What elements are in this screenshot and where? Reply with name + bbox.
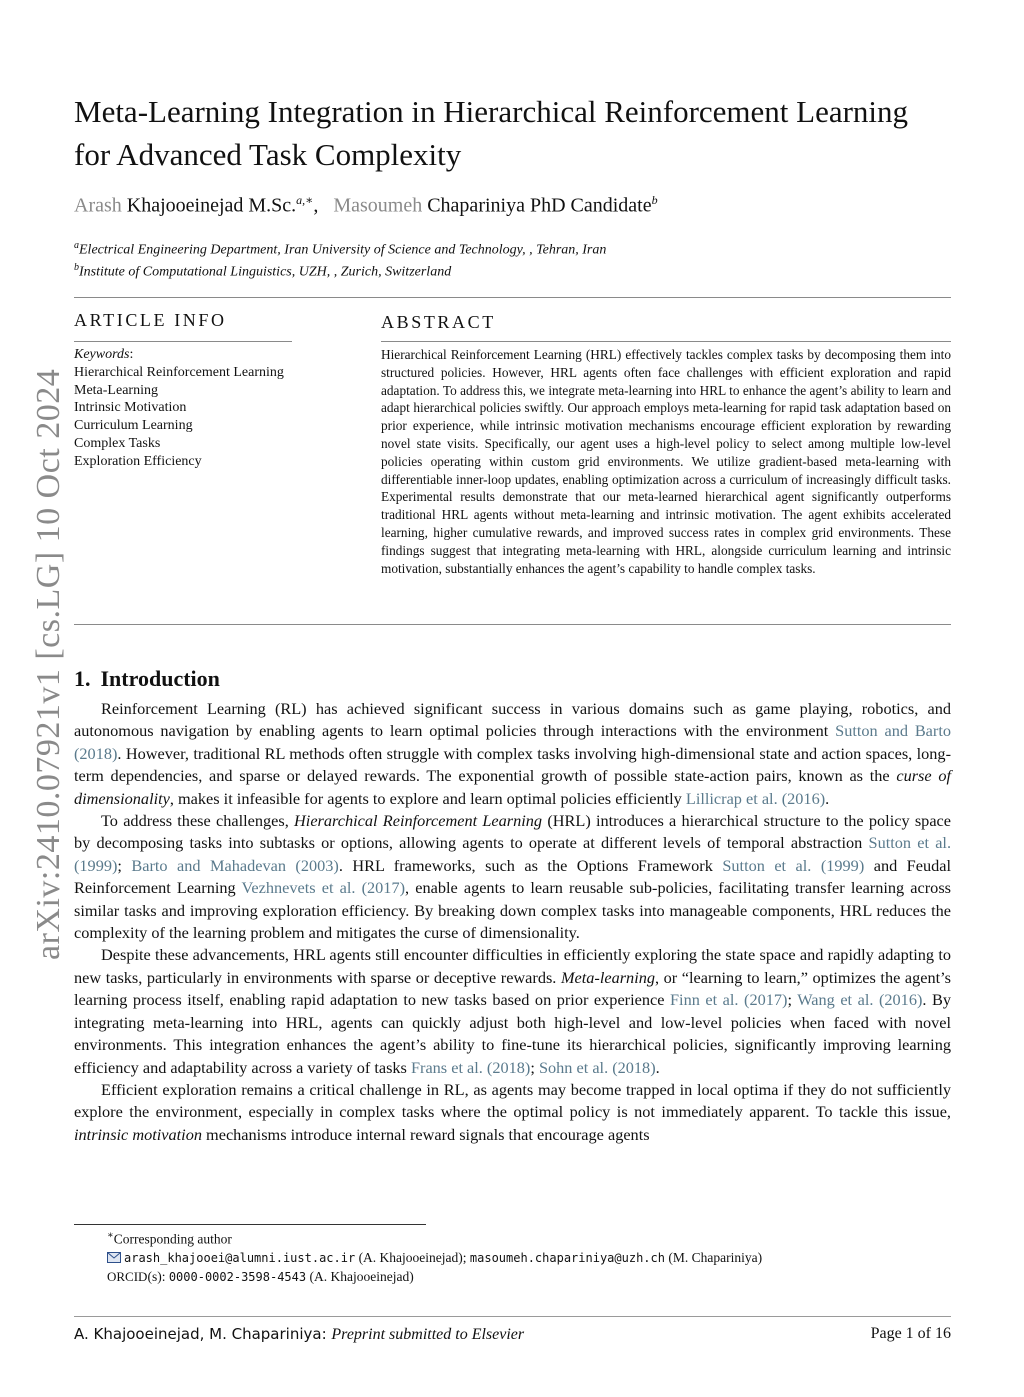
running-footer [74, 1325, 524, 1344]
author2-first-name[interactable]: Masoumeh [333, 194, 423, 217]
author1-name: Khajooeinejad M.Sc. [126, 194, 297, 217]
citation-link[interactable]: Wang et al. (2016) [797, 990, 923, 1010]
page-number: Page 1 of 16 [870, 1325, 951, 1342]
footnote-corresponding [107, 1230, 232, 1248]
title-line-1: Meta-Learning Integration in Hierarchical Reinforcement Learning [74, 94, 909, 129]
citation-link[interactable]: Lillicrap et al. (2016) [685, 788, 826, 808]
title-line-2: for Advanced Task Complexity [74, 137, 462, 172]
citation-separator: ; [787, 990, 798, 1010]
orcid-owner: (A. Khajooeinejad) [306, 1269, 414, 1284]
keyword-item: Meta-Learning [74, 382, 158, 398]
citation-link[interactable]: Vezhnevets et al. (2017) [241, 878, 406, 898]
citation-link[interactable]: Sutton et al. (1999) [722, 855, 865, 875]
paragraph-text: Despite these advancements, HRL agents still encounter difficulties in efficiently exploring the state space and rapidly adapting to new tasks, particularly in environments with sparse or deceptive rewards. [74, 945, 951, 987]
section-number: 1. [74, 666, 91, 691]
affiliation-a-mark: a [74, 240, 79, 251]
citation-link[interactable]: Sutton and Barto (2018) [74, 721, 951, 763]
email-owner: (A. Khajooeinejad); [355, 1250, 470, 1265]
keywords-label: Keywords [74, 347, 130, 362]
keyword-item: Complex Tasks [74, 435, 161, 451]
footer-divider [74, 1316, 951, 1317]
abstract-text: Hierarchical Reinforcement Learning (HRL) effectively tackles complex tasks by decomposing them into structured policies. However, HRL agents often face challenges with efficient exploration and rapid adaptation. To address this, we integrate meta-learning into HRL to enhance the agent’s ability to learn and adapt hierarchical policies swiftly. Our approach employs meta-learning for rapid task adaptation based on prior experience, while intrinsic motivation mechanisms encourage efficient exploration by rewarding novel state visits. Specifically, our agent uses a high-level policy to select among multiple low-level policies operating within custom grid environments. We utilize gradient-based meta-learning with differentiable inner-loop updates, enabling optimization across a curriculum of increasingly difficult tasks. Experimental results demonstrate that our meta-learned hierarchical agent significantly outperforms traditional HRL agents without meta-learning and intrinsic motivation. The agent exhibits accelerated learning, higher cumulative rewards, and improved success rates in complex grid environments. These findings suggest that integrating meta-learning with HRL, alongside curriculum learning and intrinsic motivation, substantially enhances the agent’s capability to handle complex tasks. [381, 347, 951, 576]
paper-title [74, 90, 974, 176]
introduction-body [74, 698, 951, 1146]
citation-link[interactable]: Sohn et al. (2018) [538, 1057, 656, 1077]
emphasis-term: intrinsic motivation [74, 1124, 202, 1144]
affiliation-b-text: Institute of Computational Linguistics, UZH, , Zurich, Switzerland [79, 264, 452, 280]
author2-name: Chapariniya PhD Candidate [427, 194, 652, 217]
abstract-divider [381, 341, 951, 342]
email-link[interactable]: arash_khajooei@alumni.iust.ac.ir [124, 1251, 356, 1265]
footer-authors: A. Khajooeinejad, M. Chapariniya: [74, 1325, 332, 1343]
email-link[interactable]: masoumeh.chapariniya@uzh.ch [469, 1251, 665, 1265]
orcid-label: ORCID [107, 1269, 148, 1284]
paragraph-text: Reinforcement Learning (RL) has achieved significant success in various domains such as game playing, robotics, and autonomous navigation by enabling agents to learn optimal policies through interactions with the environment [74, 699, 951, 741]
intro-paragraph-1 [74, 698, 951, 810]
intro-paragraph-3 [74, 944, 951, 1078]
paragraph-text: Efficient exploration remains a critical challenge in RL, as agents may become trapped in local optima if they do not sufficiently explore the environment, especially in complex tasks where the optimal policy is not immediately apparent. To tackle this issue, [74, 1079, 951, 1122]
intro-paragraph-4 [74, 1079, 951, 1146]
author-list: Arash Khajooeinejad M.Sc.$^{a,∗}$, Masoumeh Chapariniya PhD Candidate$^b$ [74, 193, 658, 217]
emphasis-term: curse of dimensionality [74, 766, 951, 808]
header-divider [74, 297, 951, 298]
email-owner: (M. Chapariniya) [664, 1250, 763, 1265]
affiliation-b-mark: b [74, 262, 79, 273]
affiliation-a [74, 240, 606, 259]
keywords-block: Keywords: Hierarchical Reinforcement Learning Meta-Learning Intrinsic Motivation Curriculum Learning Complex Tasks Exploration Efficiency [74, 346, 294, 471]
footer-journal: Preprint submitted to Elsevier [331, 1326, 525, 1343]
footnote-mark: ∗ [107, 1230, 114, 1241]
paragraph-text: To address these challenges, [101, 811, 295, 831]
paragraph-text: . [825, 788, 830, 808]
emphasis-term: Meta-learning [560, 967, 655, 987]
paragraph-text: , makes it infeasible for agents to explore and learn optimal policies efficiently [169, 788, 686, 808]
article-info-divider [74, 341, 292, 342]
citation-link[interactable]: Barto and Mahadevan (2003) [131, 855, 339, 875]
intro-paragraph-2 [74, 810, 951, 944]
author2-affiliation-mark[interactable]: b [651, 193, 658, 207]
paragraph-text: . HRL frameworks, such as the Options Framework [338, 855, 723, 875]
author1-affiliation-mark[interactable]: a,∗ [296, 193, 314, 207]
citation-link[interactable]: Frans et al. (2018) [410, 1057, 531, 1077]
paragraph-text: , enable agents to learn reusable sub-policies, facilitating transfer learning across similar tasks and improving exploration efficiency. By breaking down complex tasks into manageable components, HRL reduces the complexity of the learning problem and mitigates the curse of dimensionality. [74, 878, 951, 943]
paragraph-text: . However, traditional RL methods often struggle with complex tasks involving high-dimensional state and action spaces, long-term dependencies, and sparse or delayed rewards. The exponential growth of possible state-action pairs, known as the [74, 743, 951, 786]
affiliation-a-text: Electrical Engineering Department, Iran University of Science and Technology, , Tehran, Iran [79, 242, 607, 258]
paragraph-text: . By integrating meta-learning into HRL, agents can quickly adjust both high-level and low-level policies when faced with novel environments. This integration enhances the agent’s ability to fine-tune its hierarchical policies, significantly improving learning efficiency and adaptability across a variety of tasks [74, 990, 951, 1077]
section-title: Introduction [100, 666, 220, 691]
footnote-divider [74, 1224, 426, 1225]
author1-first-name[interactable]: Arash [74, 194, 122, 217]
citation-link[interactable]: Sutton et al. (1999) [74, 833, 952, 875]
corresponding-author-label: Corresponding author [113, 1231, 232, 1247]
affiliation-b [74, 262, 451, 281]
paragraph-text: , or “learning to learn,” optimizes the agent’s learning process itself, enabling rapid adaptation to new tasks based on prior experience [74, 967, 951, 1010]
citation-separator: ; [117, 855, 132, 875]
paragraph-text: mechanisms introduce internal reward signals that encourage agents [201, 1124, 650, 1144]
abstract-heading: ABSTRACT [381, 312, 496, 332]
keyword-item: Exploration Efficiency [74, 453, 202, 469]
keyword-item: Intrinsic Motivation [74, 400, 187, 416]
citation-link[interactable]: Finn et al. (2017) [669, 990, 788, 1010]
emphasis-term: Hierarchical Reinforcement Learning [294, 811, 543, 831]
paragraph-text: . [655, 1057, 660, 1077]
orcid-suffix: (s): [147, 1269, 169, 1284]
paragraph-text: and Feudal Reinforcement Learning [74, 855, 951, 898]
abstract-end-divider [74, 624, 951, 625]
arxiv-identifier-stamp: arXiv:2410.07921v1 [cs.LG] 10 Oct 2024 [30, 368, 67, 960]
orcid-link[interactable]: 0000-0002-3598-4543 [168, 1270, 307, 1284]
paragraph-text: (HRL) introduces a hierarchical structure to the policy space by decomposing tasks into subtasks or options, allowing agents to operate at different levels of temporal abstraction [74, 811, 951, 853]
article-info-heading: ARTICLE INFO [74, 310, 227, 330]
footnote-emails [107, 1250, 762, 1266]
section-heading [74, 666, 220, 692]
keyword-item: Curriculum Learning [74, 418, 193, 434]
keyword-item: Hierarchical Reinforcement Learning [74, 364, 284, 380]
envelope-icon [107, 1252, 121, 1263]
footnote-orcid [107, 1269, 414, 1285]
citation-separator: ; [530, 1057, 539, 1077]
